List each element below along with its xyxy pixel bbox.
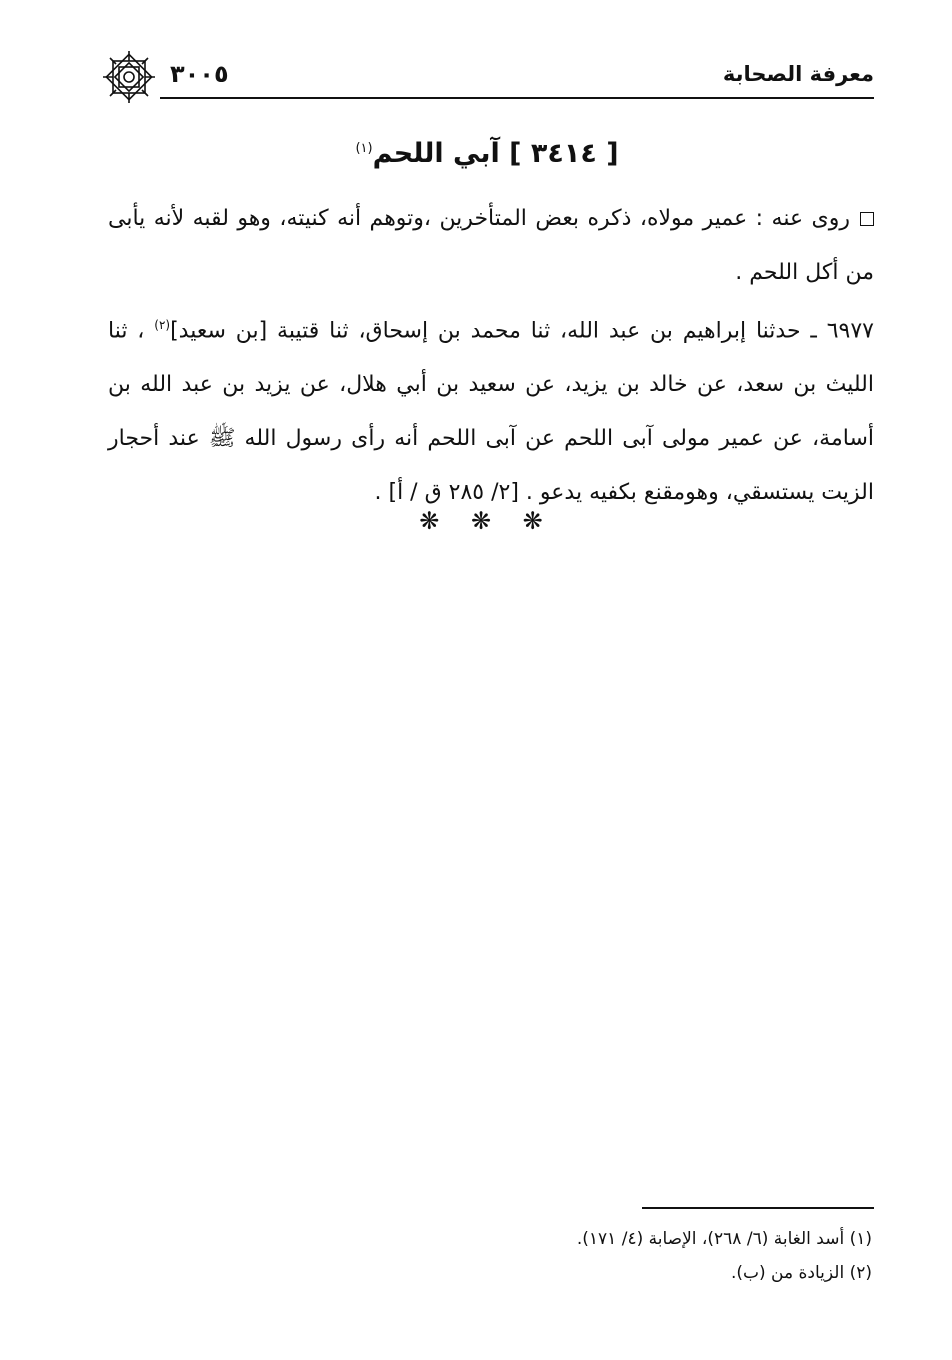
entry-heading-text: [ ٣٤١٤ ] آبي اللحم <box>372 138 619 169</box>
footnote-1: (١) أسد الغابة (٦/ ٢٦٨)، الإصابة (٤/ ١٧١). <box>576 1229 872 1249</box>
footnotes <box>100 1222 872 1290</box>
footnote-rule <box>642 1207 874 1209</box>
hadith-text-part2: ، ثنا الليث بن سعد، عن خالد بن يزيد، عن سعيد بن أبي هلال، عن يزيد بن عبد الله بن أسامة، عن عمير مولى آبى اللحم عن آبى اللحم أنه رأى رسول الله ﷺ عند أحجار الزيت يستسقي، وهومقنع بكفيه يدعو . [٢/ ٢٨٥ ق / أ] . <box>108 318 874 506</box>
page-number: ٣٠٠٥ <box>170 60 229 88</box>
book-title: معرفة الصحابة <box>722 62 874 86</box>
running-header <box>100 58 874 98</box>
paragraph-hadith <box>108 298 874 520</box>
header-rule <box>160 97 874 99</box>
paragraph-narrator-text: روى عنه : عمير مولاه، ذكره بعض المتأخرين ،وتوهم أنه كنيته، وهو لقبه لأنه يأبى من أكل اللحم . <box>108 206 874 285</box>
star-ornament-icon <box>100 48 158 106</box>
heading-footnote-marker: (١) <box>355 141 373 156</box>
entry-heading <box>100 138 874 169</box>
footnote-2: (٢) الزيادة من (ب). <box>730 1263 872 1283</box>
square-bullet-icon <box>860 212 874 226</box>
hadith-footnote-marker: (٢) <box>154 318 171 332</box>
paragraph-narrator <box>108 192 874 300</box>
section-divider: ❋ ❋ ❋ <box>419 507 555 535</box>
hadith-text-part1: ٦٩٧٧ ـ حدثنا إبراهيم بن عبد الله، ثنا محمد بن إسحاق، ثنا قتيبة [بن سعيد] <box>170 318 874 344</box>
